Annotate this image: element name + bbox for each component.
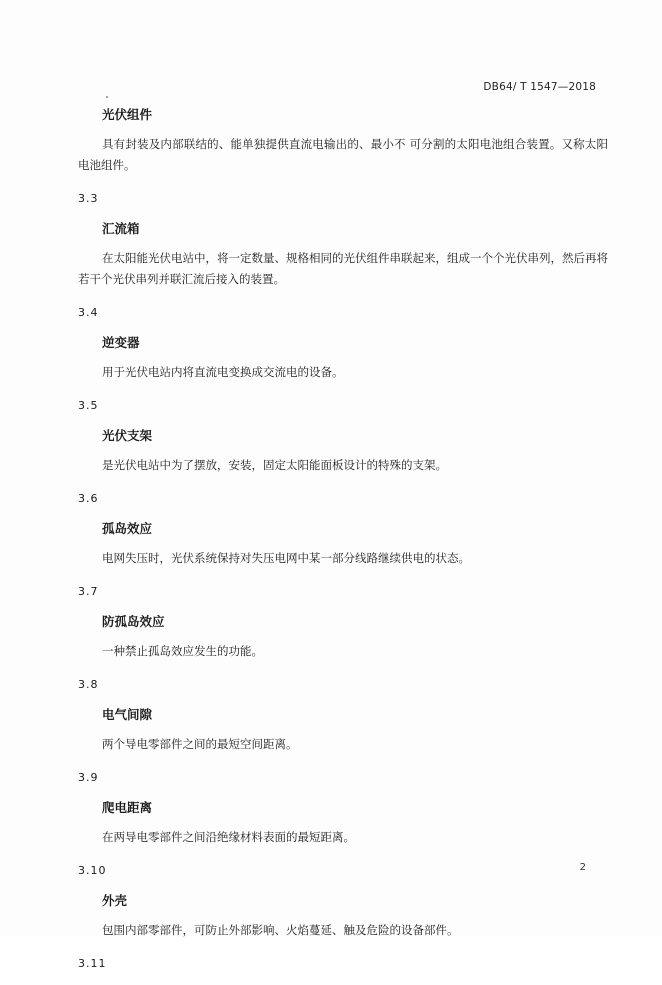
clause-number: 3.8 [78, 678, 99, 691]
term-definition: 电网失压时，光伏系统保持对失压电网中某一部分线路继续供电的状态。 [102, 551, 470, 565]
entry-3-5 [78, 397, 608, 476]
clause-number: 3.4 [78, 306, 99, 319]
term-title: 外壳 [102, 893, 128, 908]
term-title: 孤岛效应 [102, 521, 153, 536]
term-definition: 在两导电零部件之间沿绝缘材料表面的最短距离。 [102, 830, 355, 844]
term-title: 逆变器 [102, 335, 140, 350]
clause-number: 3.5 [78, 399, 99, 412]
entry-3-3 [78, 190, 608, 290]
standard-code: DB64/ T 1547—2018 [483, 81, 596, 93]
entry-3-9 [78, 769, 608, 848]
page-number: 2 [579, 862, 586, 873]
term-definition: 一种禁止孤岛效应发生的功能。 [102, 644, 263, 658]
clause-number: 3.3 [78, 192, 99, 205]
term-title: 电气间隙 [102, 707, 153, 722]
term-definition: 两个导电零部件之间的最短空间距离。 [102, 737, 298, 751]
clause-number: 3.7 [78, 585, 99, 598]
term-definition: 包围内部零部件，可防止外部影响、火焰蔓延、触及危险的设备部件。 [102, 923, 459, 937]
document-body [78, 106, 608, 985]
clause-number: 3.6 [78, 492, 99, 505]
entry-3-2 [78, 106, 608, 176]
term-definition: 用于光伏电站内将直流电变换成交流电的设备。 [102, 365, 344, 379]
term-title: 光伏组件 [102, 107, 153, 122]
term-title: 爬电距离 [102, 800, 153, 815]
term-definition: 是光伏电站中为了摆放，安装，固定太阳能面板设计的特殊的支架。 [102, 458, 447, 472]
term-title: 防孤岛效应 [102, 614, 165, 629]
clause-number: 3.10 [78, 864, 107, 877]
term-definition: 在太阳能光伏电站中，将一定数量、规格相同的光伏组件串联起来，组成一个个光伏串列，然后再将若干个光伏串列并联汇流后接入的装置。 [78, 251, 608, 286]
clause-number: 3.9 [78, 771, 99, 784]
term-title: 汇流箱 [102, 221, 140, 236]
scan-speck [106, 96, 108, 98]
term-definition: 具有封装及内部联结的、能单独提供直流电输出的、最小不 可分割的太阳电池组合装置。又称太阳电池组件。 [78, 137, 608, 172]
entry-3-10 [78, 862, 608, 941]
entry-3-6 [78, 490, 608, 569]
entry-3-7 [78, 583, 608, 662]
entry-3-11 [78, 955, 608, 973]
clause-number: 3.11 [78, 957, 107, 970]
term-title: 光伏支架 [102, 428, 153, 443]
entry-3-4 [78, 304, 608, 383]
entry-3-8 [78, 676, 608, 755]
